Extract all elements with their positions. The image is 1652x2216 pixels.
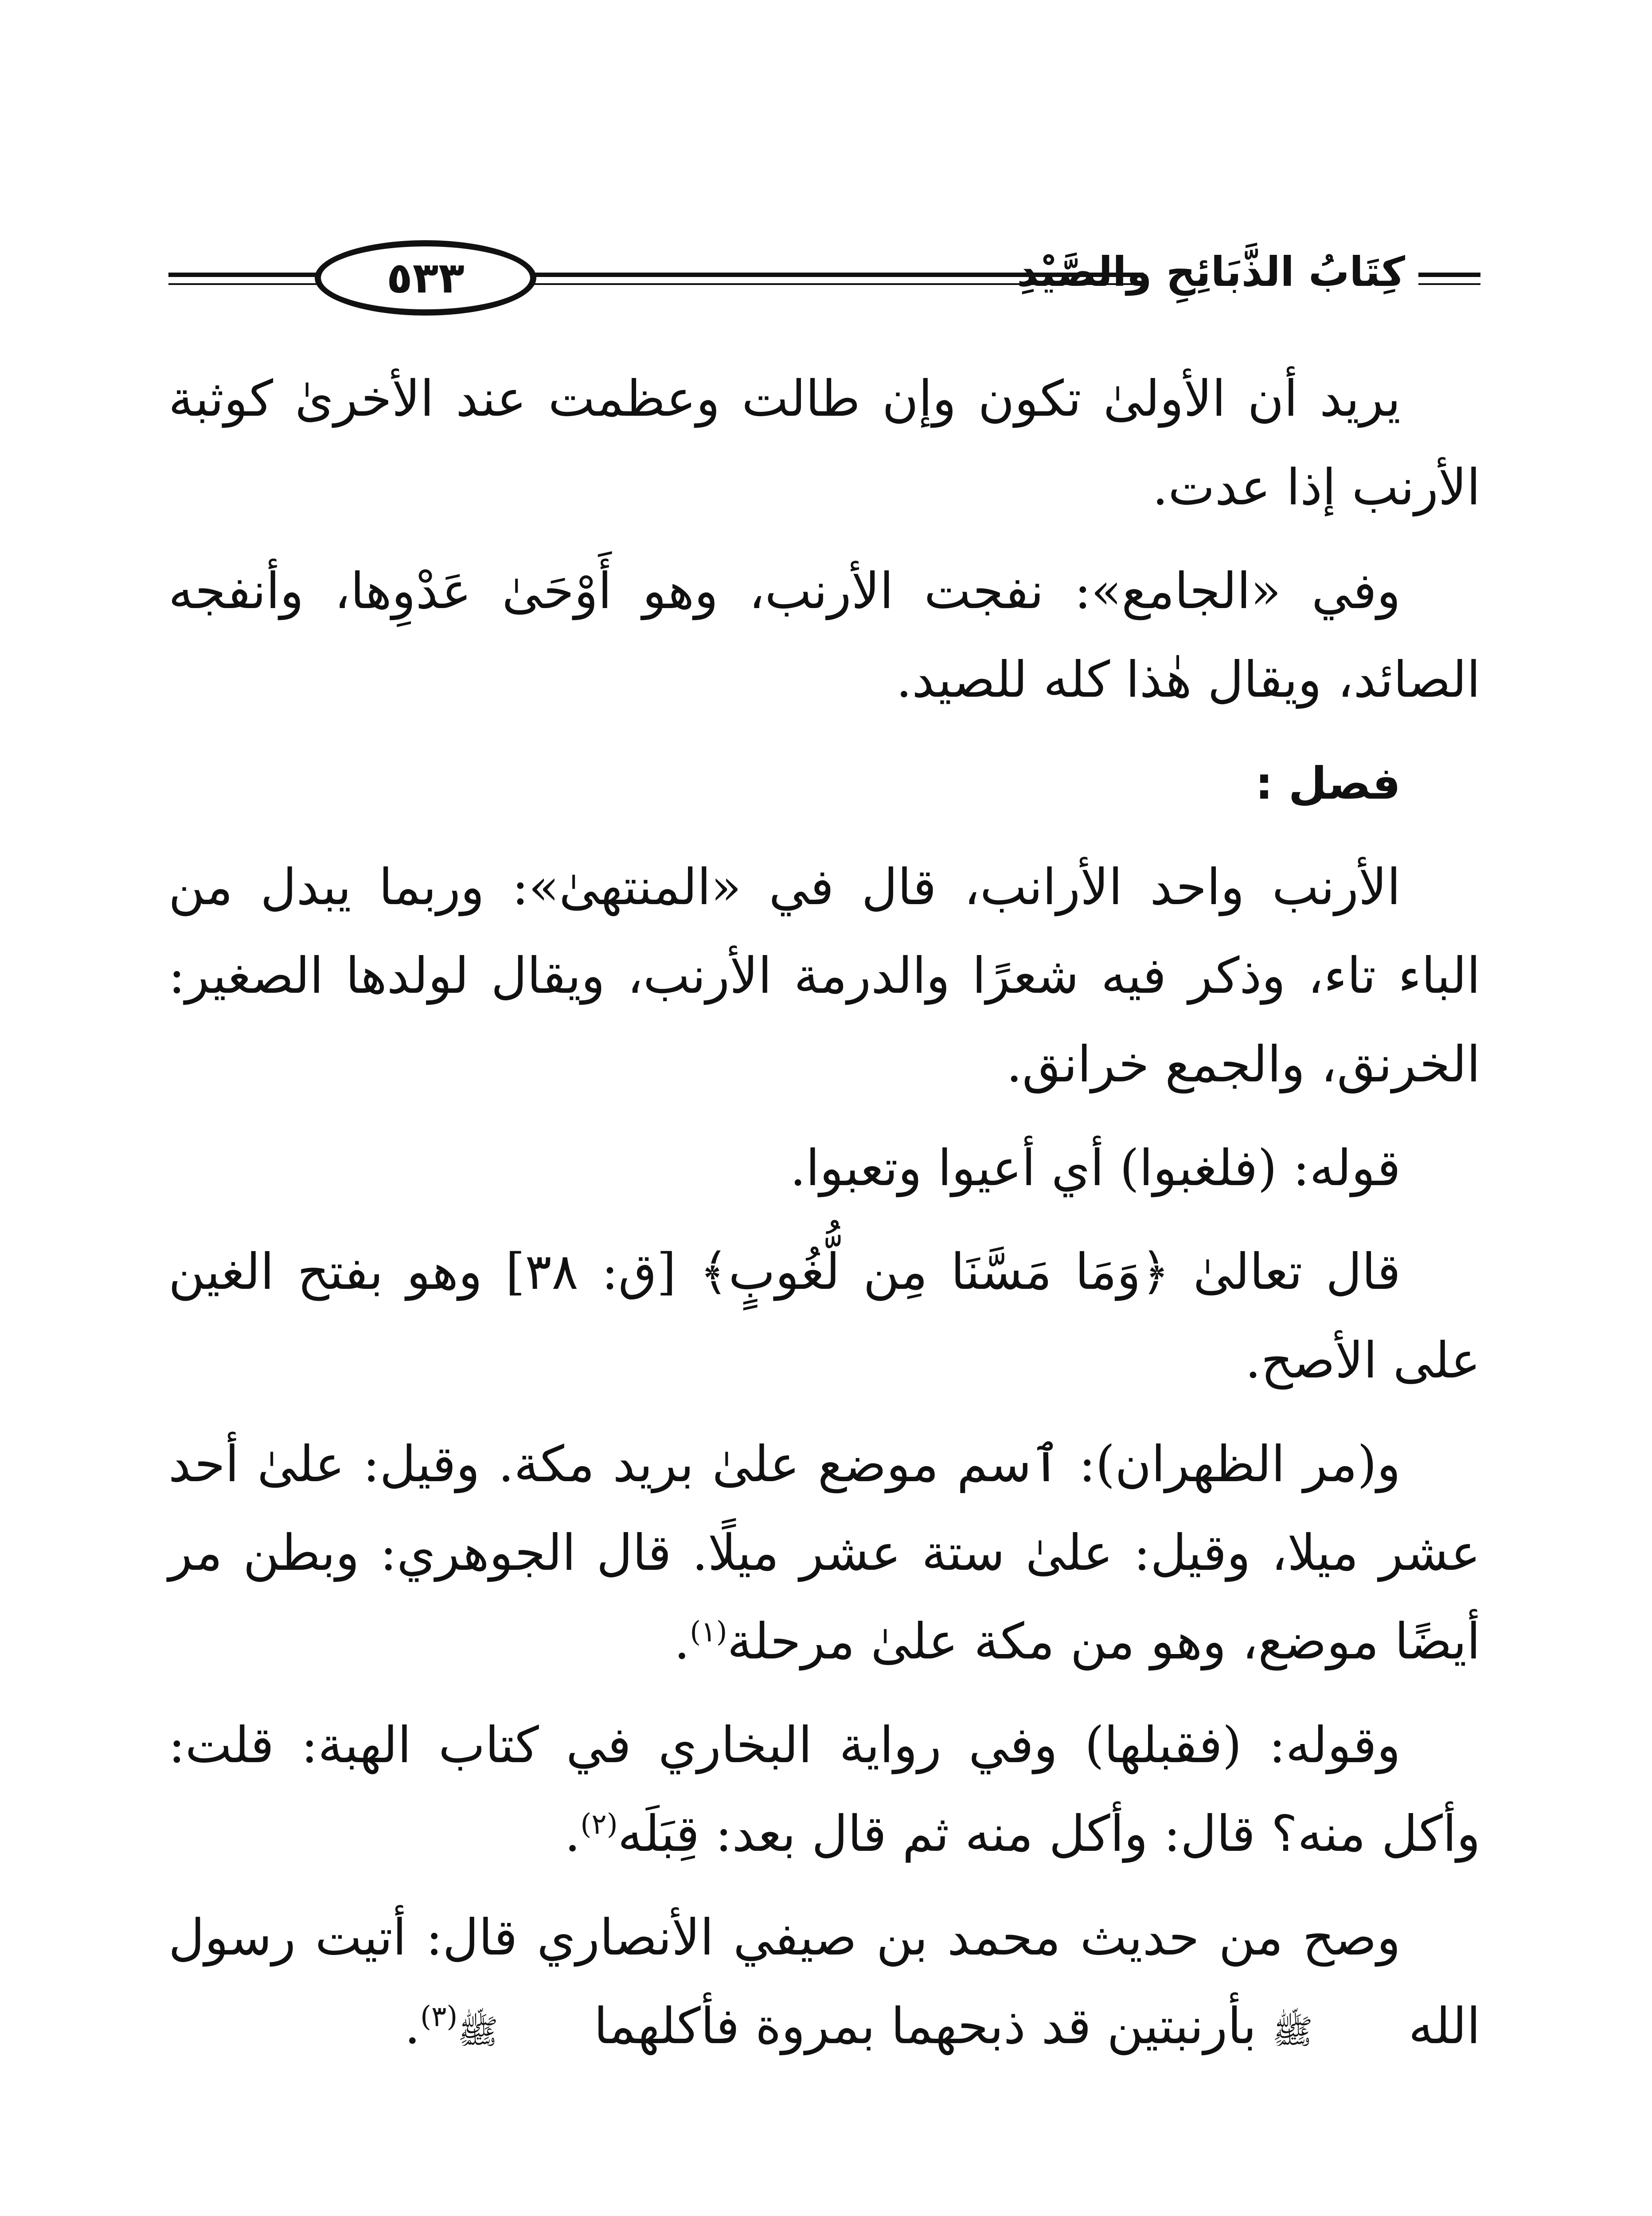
- paragraph-8: [168, 1893, 1480, 2076]
- paragraph-6-text: و(مر الظهران): ٱسم موضع علىٰ بريد مكة. وقيل: علىٰ أحد عشر ميلا، وقيل: علىٰ ستة عشر ميلًا. قال الجوهري: وبطن مر أيضًا موضع، وهو من مكة علىٰ مرحلة: [168, 1436, 1480, 1670]
- paragraph-6: [168, 1420, 1480, 1686]
- footnote-ref-1[interactable]: (١): [690, 1615, 727, 1649]
- paragraph-3: الأرنب واحد الأرانب، قال في «المنتهىٰ»: وربما يبدل من الباء تاء، وذكر فيه شعرًا والدرمة الأرنب، ويقال لولدها الصغير: الخرنق، والجمع خرانق.: [168, 858, 1480, 1093]
- body-text: [168, 355, 1480, 2091]
- section-heading: فصل :: [1255, 757, 1401, 809]
- header-rule-left: [168, 273, 337, 285]
- paragraph-5-lead: قال تعالىٰ: [1170, 1243, 1401, 1301]
- page-number-badge: [315, 240, 536, 316]
- paragraph-8-middle: بأرنبتين قد ذبحهما بمروة فأكلهما: [578, 1998, 1273, 2055]
- page-header: [168, 230, 1480, 328]
- quran-verse: ﴿وَمَا مَسَّنَا مِن لُّغُوبٍ﴾: [699, 1243, 1170, 1301]
- footnote-ref-2[interactable]: (٢): [580, 1808, 618, 1841]
- paragraph-2: وفي «الجامع»: نفجت الأرنب، وهو أَوْحَىٰ عَدْوِها، وأنفجه الصائد، ويقال هٰذا كله للصيد.: [168, 562, 1480, 709]
- page-number: ٥٣٣: [387, 253, 465, 303]
- paragraph-4: قوله: (فلغبوا) أي أعيوا وتعبوا.: [790, 1139, 1401, 1197]
- paragraph-7-end: .: [564, 1805, 581, 1863]
- salutation-glyph-2: ﷺ: [457, 2012, 499, 2051]
- paragraph-5-tail: [ق: ٣٨] وهو بفتح الغين على الأصح.: [168, 1243, 1480, 1389]
- salutation-glyph-1: ﷺ: [1272, 2012, 1313, 2051]
- paragraph-8-lead: وصح من حديث محمد بن صيفي الأنصاري قال: أتيت رسول الله: [168, 1909, 1480, 2055]
- footnote-ref-3[interactable]: (٣): [420, 2000, 458, 2033]
- paragraph-7: [168, 1701, 1480, 1878]
- running-title: كِتَابُ الذَّبَائِحِ والصَّيْدِ: [1017, 248, 1405, 296]
- paragraph-5: [168, 1228, 1480, 1405]
- paragraph-6-end: .: [674, 1613, 690, 1670]
- header-rule-right: [1418, 273, 1480, 285]
- paragraph-1: يريد أن الأولىٰ تكون وإن طالت وعظمت عند الأخرىٰ كوثبة الأرنب إذا عدت.: [168, 370, 1480, 516]
- paragraph-8-end: .: [404, 1998, 421, 2055]
- paragraph-7-text: وقوله: (فقبلها) وفي رواية البخاري في كتاب الهبة: قلت: وأكل منه؟ قال: وأكل منه ثم قال بعد: قِبَلَه: [168, 1717, 1480, 1863]
